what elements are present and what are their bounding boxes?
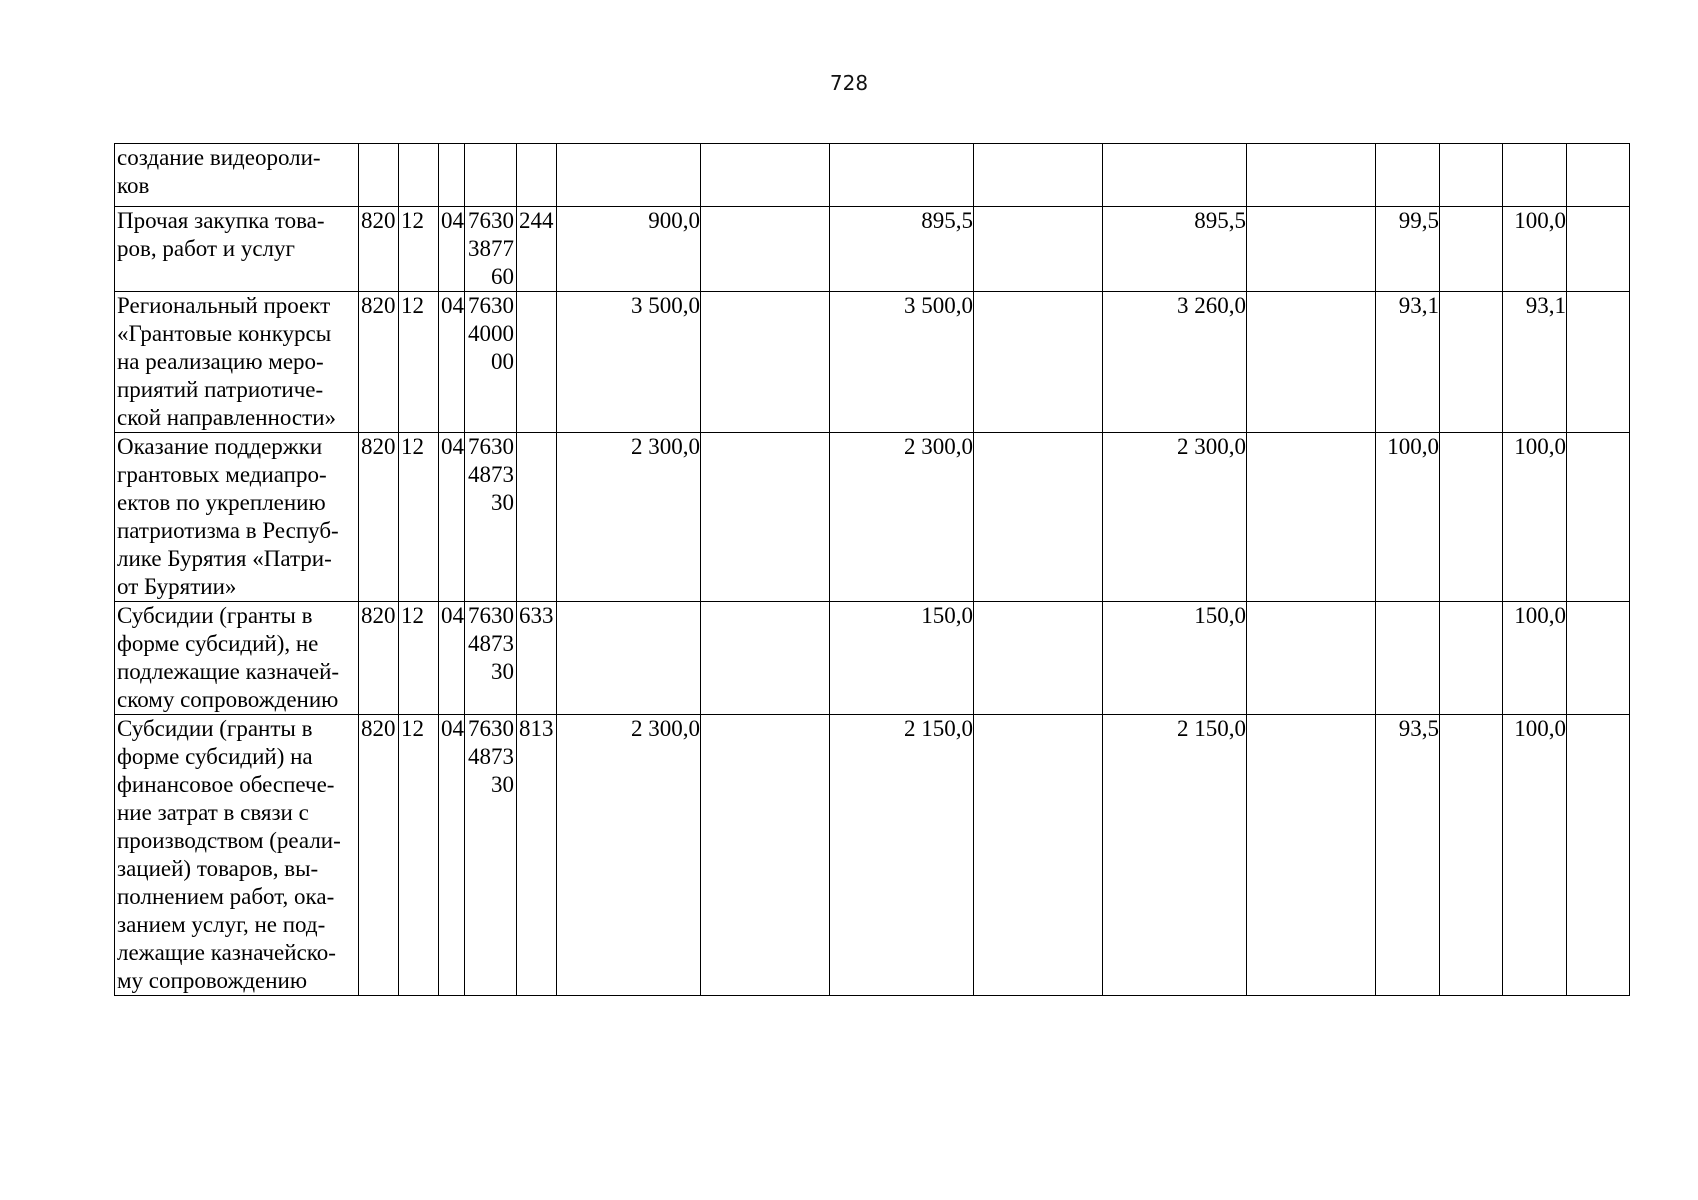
row-name-line: на реализацию меро-: [117, 349, 324, 374]
value-cell-2: [830, 144, 974, 207]
row-name-cell: [115, 292, 359, 433]
row-name-line: подлежащие казначей-: [117, 659, 340, 684]
code-vr-cell: 813: [517, 715, 557, 996]
row-name-line: скому сопровождению: [117, 687, 339, 712]
empty-cell: [1247, 144, 1376, 207]
code-kcsr-cell: [465, 715, 517, 996]
value-cell-3: 2 300,0: [1103, 433, 1247, 602]
code-podrazdel-cell: 04: [439, 207, 465, 292]
code-podrazdel-cell: 04: [439, 433, 465, 602]
kcsr-line: 7630: [468, 434, 514, 459]
code-glava-cell: 820: [359, 207, 399, 292]
code-kcsr-cell: [465, 433, 517, 602]
percent-cell-2: 100,0: [1503, 433, 1567, 602]
value-cell-3: 895,5: [1103, 207, 1247, 292]
budget-table: [114, 143, 1630, 996]
empty-cell: [1440, 144, 1503, 207]
empty-cell: [701, 433, 830, 602]
percent-cell-1: [1376, 144, 1440, 207]
code-vr-cell: [517, 144, 557, 207]
empty-cell: [1567, 433, 1630, 602]
kcsr-line: 30: [491, 772, 514, 797]
empty-cell: [701, 292, 830, 433]
percent-cell-1: 93,1: [1376, 292, 1440, 433]
empty-cell: [974, 144, 1103, 207]
row-name-line: ков: [117, 173, 150, 198]
empty-cell: [701, 207, 830, 292]
row-name-cell: [115, 433, 359, 602]
row-name-line: му сопровождению: [117, 968, 308, 993]
kcsr-line: 4000: [468, 321, 514, 346]
empty-cell: [1247, 715, 1376, 996]
row-name-cell: [115, 144, 359, 207]
value-cell-2: 150,0: [830, 602, 974, 715]
empty-cell: [1567, 715, 1630, 996]
percent-cell-2: 100,0: [1503, 715, 1567, 996]
row-name-cell: [115, 715, 359, 996]
empty-cell: [974, 292, 1103, 433]
row-name-line: Субсидии (гранты в: [117, 603, 313, 628]
empty-cell: [974, 602, 1103, 715]
empty-cell: [974, 207, 1103, 292]
empty-cell: [1440, 292, 1503, 433]
value-cell-2: 3 500,0: [830, 292, 974, 433]
empty-cell: [974, 433, 1103, 602]
row-name-line: форме субсидий), не: [117, 631, 319, 656]
row-name-line: приятий патриотиче-: [117, 377, 324, 402]
table-row: [115, 715, 1630, 996]
code-razdel-cell: 12: [399, 433, 439, 602]
value-cell-3: 2 150,0: [1103, 715, 1247, 996]
value-cell-2: 2 300,0: [830, 433, 974, 602]
kcsr-line: 00: [491, 349, 514, 374]
empty-cell: [1247, 292, 1376, 433]
row-name-cell: [115, 207, 359, 292]
code-podrazdel-cell: 04: [439, 602, 465, 715]
code-kcsr-cell: [465, 207, 517, 292]
empty-cell: [974, 715, 1103, 996]
code-podrazdel-cell: 04: [439, 715, 465, 996]
value-cell-1: [557, 144, 701, 207]
value-cell-1: [557, 602, 701, 715]
row-name-line: «Грантовые конкурсы: [117, 321, 332, 346]
row-name-line: Прочая закупка това-: [117, 208, 325, 233]
code-vr-cell: 244: [517, 207, 557, 292]
row-name-line: грантовых медиапро-: [117, 462, 327, 487]
row-name-line: Субсидии (гранты в: [117, 716, 313, 741]
code-vr-cell: [517, 292, 557, 433]
empty-cell: [1440, 715, 1503, 996]
kcsr-line: 7630: [468, 603, 514, 628]
code-razdel-cell: 12: [399, 207, 439, 292]
code-kcsr-cell: [465, 292, 517, 433]
kcsr-line: 30: [491, 659, 514, 684]
row-name-line: форме субсидий) на: [117, 744, 313, 769]
row-name-line: ров, работ и услуг: [117, 236, 295, 261]
code-podrazdel-cell: 04: [439, 292, 465, 433]
row-name-cell: [115, 602, 359, 715]
value-cell-2: 895,5: [830, 207, 974, 292]
kcsr-line: 4873: [468, 462, 514, 487]
row-name-line: производством (реали-: [117, 828, 341, 853]
row-name-line: лежащие казначейско-: [117, 940, 336, 965]
value-cell-1: 900,0: [557, 207, 701, 292]
code-vr-cell: [517, 433, 557, 602]
budget-table-body: [115, 144, 1630, 996]
empty-cell: [1567, 292, 1630, 433]
code-vr-cell: 633: [517, 602, 557, 715]
table-row: [115, 433, 1630, 602]
kcsr-line: 7630: [468, 293, 514, 318]
code-podrazdel-cell: [439, 144, 465, 207]
percent-cell-2: [1503, 144, 1567, 207]
empty-cell: [1247, 207, 1376, 292]
row-name-line: занием услуг, не под-: [117, 912, 326, 937]
kcsr-line: 30: [491, 490, 514, 515]
code-kcsr-cell: [465, 602, 517, 715]
code-glava-cell: 820: [359, 433, 399, 602]
percent-cell-2: 100,0: [1503, 207, 1567, 292]
row-name-line: Региональный проект: [117, 293, 331, 318]
value-cell-1: 3 500,0: [557, 292, 701, 433]
row-name-line: создание видеороли-: [117, 145, 321, 170]
code-razdel-cell: [399, 144, 439, 207]
empty-cell: [1440, 602, 1503, 715]
value-cell-2: 2 150,0: [830, 715, 974, 996]
row-name-line: ектов по укреплению: [117, 490, 326, 515]
percent-cell-1: 99,5: [1376, 207, 1440, 292]
empty-cell: [1440, 207, 1503, 292]
empty-cell: [701, 144, 830, 207]
value-cell-3: [1103, 144, 1247, 207]
percent-cell-1: 93,5: [1376, 715, 1440, 996]
kcsr-line: 3877: [468, 236, 514, 261]
empty-cell: [701, 715, 830, 996]
code-razdel-cell: 12: [399, 292, 439, 433]
code-razdel-cell: 12: [399, 602, 439, 715]
percent-cell-2: 93,1: [1503, 292, 1567, 433]
row-name-line: зацией) товаров, вы-: [117, 856, 319, 881]
row-name-line: полнением работ, ока-: [117, 884, 335, 909]
empty-cell: [1247, 433, 1376, 602]
code-kcsr-cell: [465, 144, 517, 207]
table-row: [115, 207, 1630, 292]
percent-cell-1: 100,0: [1376, 433, 1440, 602]
empty-cell: [1247, 602, 1376, 715]
table-row: [115, 144, 1630, 207]
percent-cell-1: [1376, 602, 1440, 715]
table-row: [115, 602, 1630, 715]
code-glava-cell: 820: [359, 602, 399, 715]
kcsr-line: 4873: [468, 744, 514, 769]
code-glava-cell: 820: [359, 715, 399, 996]
empty-cell: [1567, 207, 1630, 292]
row-name-line: от Бурятии»: [117, 574, 237, 599]
kcsr-line: 7630: [468, 208, 514, 233]
row-name-line: финансовое обеспече-: [117, 772, 335, 797]
table-row: [115, 292, 1630, 433]
kcsr-line: 60: [491, 264, 514, 289]
row-name-line: Оказание поддержки: [117, 434, 323, 459]
code-glava-cell: 820: [359, 292, 399, 433]
row-name-line: ние затрат в связи с: [117, 800, 309, 825]
row-name-line: патриотизма в Респуб-: [117, 518, 339, 543]
code-razdel-cell: 12: [399, 715, 439, 996]
empty-cell: [1567, 144, 1630, 207]
kcsr-line: 4873: [468, 631, 514, 656]
empty-cell: [1440, 433, 1503, 602]
percent-cell-2: 100,0: [1503, 602, 1567, 715]
value-cell-1: 2 300,0: [557, 715, 701, 996]
row-name-line: лике Бурятия «Патри-: [117, 546, 332, 571]
code-glava-cell: [359, 144, 399, 207]
value-cell-3: 3 260,0: [1103, 292, 1247, 433]
value-cell-3: 150,0: [1103, 602, 1247, 715]
empty-cell: [1567, 602, 1630, 715]
kcsr-line: 7630: [468, 716, 514, 741]
empty-cell: [701, 602, 830, 715]
value-cell-1: 2 300,0: [557, 433, 701, 602]
row-name-line: ской направленности»: [117, 405, 337, 430]
page-number: 728: [829, 71, 869, 95]
